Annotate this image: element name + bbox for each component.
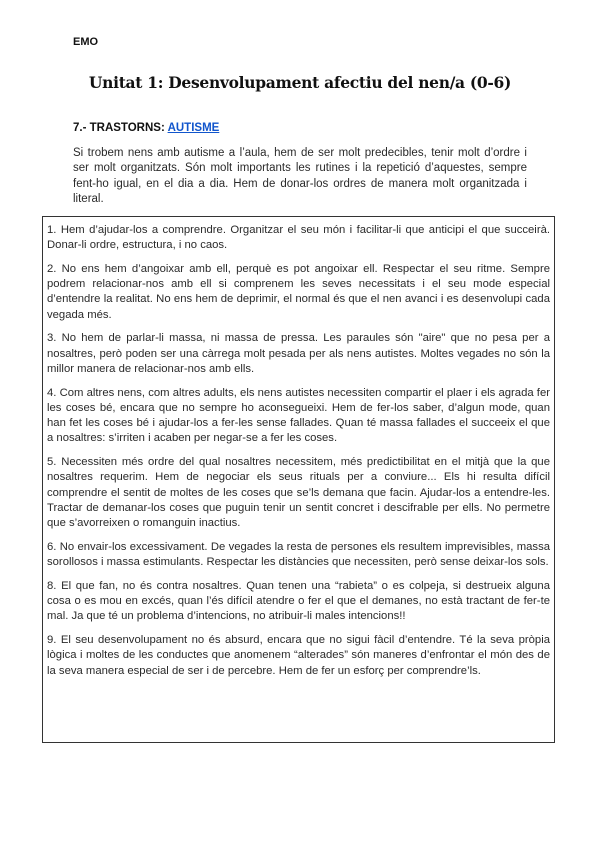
section-prefix: 7.- TRASTORNS: [73,122,168,134]
autisme-link[interactable]: AUTISME [167,122,220,134]
guidelines-box [42,216,555,743]
guideline-item: 5. Necessiten més ordre del qual nosaltres necessitem, més predictibilitat en el mitjà que la que nosaltres requerim. Hem de negociar els seus rituals per a conviure... Els hi resulta difícil comprendre el sentit de moltes de les coses que se’ls demana que facin. Ajudar-los a entendre-les. Tractar de demanar-los coses que puguin tenir un sentit concret i descifrable per ells. No permetre que s’avorreixen o romanguin inactius. [47,456,550,530]
guideline-item: 4. Com altres nens, com altres adults, els nens autistes necessiten compartir el plaer i els agrada fer les coses bé, encara que no sempre ho aconsegueixi. Hem de fer-los saber, d’algun mode, quan han fet les coses bé i ajudar-los a fer-les sense fallades. Quan té massa fallades el succeeix el que a nosaltres: s’irriten i acaben per negar-se a fer les coses. [47,386,550,445]
guideline-item: 3. No hem de parlar-li massa, ni massa de pressa. Les paraules són "aire" que no pesa per a nosaltres, però poden ser una càrrega molt pesada per als nens autistes. Moltes vegades no són la millor manera de relacionar-nos amb ells. [47,332,550,375]
guideline-item: 6. No envair-los excessivament. De vegades la resta de persones els resultem imprevisibles, massa sorollosos i massa estimulants. Respectar les distàncies que necessiten, però sense deixar-los sols. [47,540,550,569]
intro-paragraph: Si trobem nens amb autisme a l’aula, hem de ser molt predecibles, tenir molt d’ordre i ser molt organitzats. Són molt importants les rutines i la repetició d’aquestes, sempre fent-ho igual, en el dia a dia. Hem de donar-los ordres de manera molt organitzada i literal. [73,147,527,205]
guideline-item: 2. No ens hem d’angoixar amb ell, perquè es pot angoixar ell. Respectar el seu ritme. Sempre podrem relacionar-nos amb ell si comprenem les seves necessitats i el seu mode especial d’entendre la realitat. No ens hem de deprimir, el normal és que el nen avanci i es desenvolupi cada vegada més. [47,262,550,321]
guideline-item: 8. El que fan, no és contra nosaltres. Quan tenen una “rabieta” o es colpeja, si destrueix alguna cosa o es mou en excés, quan l’és difícil atendre o fer el que el demanes, no està tractant de fer-te mal. Ja que té un problema d’intencions, no atribuir-li males intencions!! [47,579,550,623]
guideline-item: 9. El seu desenvolupament no és absurd, encara que no sigui fàcil d’entendre. Té la seva pròpia lògica i moltes de les conductes que anomenem “alterades” són maneres d’enfrontar el món des de la seva manera especial de ser i de percebre. Hem de fer un esforç per comprendre’ls. [47,633,550,677]
page-title: Unitat 1: Desenvolupament afectiu del nen/a (0-6) [88,73,512,92]
guideline-item: 1. Hem d’ajudar-los a comprendre. Organitzar el seu món i facilitar-li que anticipi el que succeirà. Donar-li ordre, estructura, i no caos. [47,224,550,252]
header-label: EMO [73,36,99,48]
section-heading [73,122,219,134]
